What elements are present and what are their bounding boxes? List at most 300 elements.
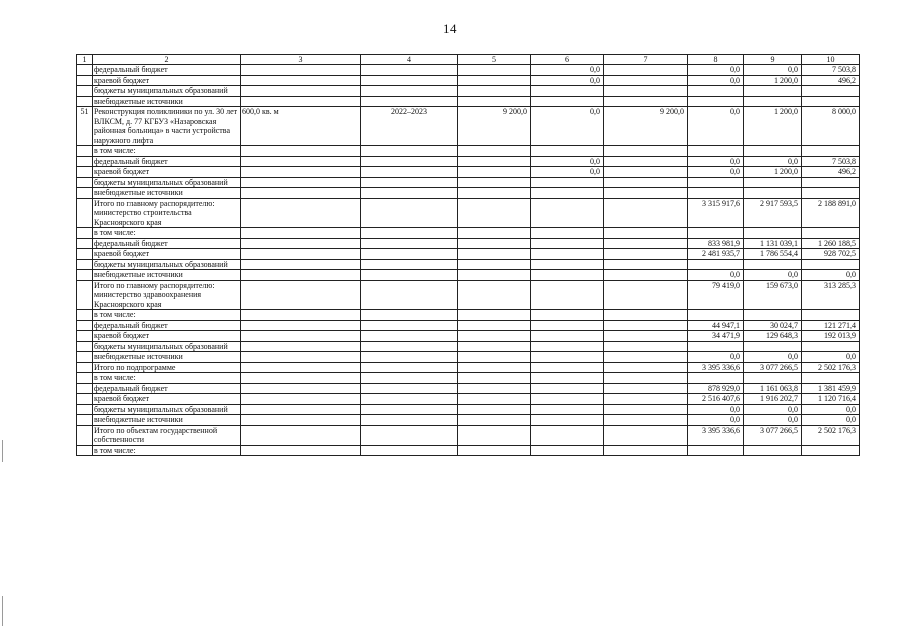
table-cell — [361, 373, 458, 384]
table-cell: 0,0 — [744, 270, 802, 281]
table-cell: 3 395 336,6 — [688, 425, 744, 445]
table-row — [77, 352, 860, 363]
table-cell: Итого по главному распорядителю: министерство строительства Красноярского края — [93, 198, 241, 228]
table-cell: внебюджетные источники — [93, 270, 241, 281]
column-header: 2 — [93, 55, 241, 65]
table-cell — [458, 65, 531, 76]
table-cell: 1 200,0 — [744, 167, 802, 178]
table-cell: 7 503,8 — [802, 65, 860, 76]
table-cell — [604, 280, 688, 310]
table-cell — [604, 238, 688, 249]
table-cell: 0,0 — [688, 75, 744, 86]
table-cell — [604, 383, 688, 394]
table-cell: в том числе: — [93, 228, 241, 239]
table-row — [77, 167, 860, 178]
table-cell — [531, 270, 604, 281]
table-row — [77, 280, 860, 310]
table-cell — [531, 362, 604, 373]
table-cell — [688, 310, 744, 321]
table-cell — [241, 445, 361, 456]
table-cell — [688, 146, 744, 157]
table-cell — [77, 156, 93, 167]
table-cell — [531, 96, 604, 107]
table-cell — [458, 188, 531, 199]
table-cell: 44 947,1 — [688, 320, 744, 331]
table-cell — [458, 177, 531, 188]
table-cell: бюджеты муниципальных образований — [93, 86, 241, 97]
table-cell: 9 200,0 — [458, 107, 531, 146]
table-cell: 0,0 — [744, 65, 802, 76]
table-cell — [458, 259, 531, 270]
column-header: 4 — [361, 55, 458, 65]
table-cell — [361, 86, 458, 97]
table-cell: 1 381 459,9 — [802, 383, 860, 394]
table-cell — [458, 404, 531, 415]
table-row — [77, 320, 860, 331]
table-cell — [531, 310, 604, 321]
table-cell — [802, 86, 860, 97]
table-cell — [531, 86, 604, 97]
table-row — [77, 86, 860, 97]
table-cell — [241, 259, 361, 270]
table-cell: Итого по объектам государственной собственности — [93, 425, 241, 445]
table-cell — [744, 341, 802, 352]
table-cell: 0,0 — [688, 270, 744, 281]
column-header: 1 — [77, 55, 93, 65]
table-cell — [361, 75, 458, 86]
table-row — [77, 331, 860, 342]
table-cell: 2 516 407,6 — [688, 394, 744, 405]
table-cell: краевой бюджет — [93, 331, 241, 342]
table-cell — [458, 156, 531, 167]
table-row — [77, 107, 860, 146]
table-cell: 0,0 — [688, 404, 744, 415]
table-cell — [241, 341, 361, 352]
table-cell: 1 200,0 — [744, 107, 802, 146]
table-cell — [361, 156, 458, 167]
table-cell — [531, 198, 604, 228]
table-cell — [77, 188, 93, 199]
budget-table — [76, 54, 860, 456]
table-cell — [458, 331, 531, 342]
table-cell: 2 502 176,3 — [802, 425, 860, 445]
table-row — [77, 75, 860, 86]
table-row — [77, 362, 860, 373]
table-cell: 0,0 — [744, 404, 802, 415]
table-cell — [744, 310, 802, 321]
table-row — [77, 228, 860, 239]
table-cell: 3 077 266,5 — [744, 425, 802, 445]
table-cell — [241, 383, 361, 394]
table-cell: 0,0 — [744, 352, 802, 363]
table-cell — [802, 445, 860, 456]
table-cell — [458, 352, 531, 363]
table-cell — [77, 445, 93, 456]
table-cell — [361, 383, 458, 394]
table-cell — [241, 65, 361, 76]
table-cell: 0,0 — [802, 415, 860, 426]
table-cell — [77, 167, 93, 178]
table-cell — [531, 177, 604, 188]
table-cell — [361, 352, 458, 363]
table-cell — [77, 383, 93, 394]
table-cell — [241, 415, 361, 426]
table-cell — [361, 188, 458, 199]
table-cell — [361, 146, 458, 157]
table-cell — [241, 238, 361, 249]
table-cell — [458, 249, 531, 260]
table-cell: бюджеты муниципальных образований — [93, 404, 241, 415]
table-cell: 2 502 176,3 — [802, 362, 860, 373]
table-row — [77, 383, 860, 394]
column-header: 5 — [458, 55, 531, 65]
table-cell — [361, 198, 458, 228]
table-cell: в том числе: — [93, 146, 241, 157]
table-cell — [531, 146, 604, 157]
table-cell — [361, 167, 458, 178]
table-cell — [77, 270, 93, 281]
scan-edge-mark — [2, 596, 3, 626]
table-cell — [77, 65, 93, 76]
table-cell — [241, 310, 361, 321]
table-cell — [361, 259, 458, 270]
table-cell — [458, 146, 531, 157]
table-cell — [688, 188, 744, 199]
table-cell — [458, 394, 531, 405]
table-cell — [531, 352, 604, 363]
table-cell — [241, 320, 361, 331]
table-cell — [458, 198, 531, 228]
column-header: 8 — [688, 55, 744, 65]
table-cell — [604, 415, 688, 426]
scan-edge-mark — [2, 440, 3, 462]
table-cell: 30 024,7 — [744, 320, 802, 331]
table-cell — [77, 331, 93, 342]
table-cell — [531, 445, 604, 456]
table-cell: 0,0 — [802, 352, 860, 363]
table-cell — [604, 96, 688, 107]
column-header: 9 — [744, 55, 802, 65]
table-cell: 833 981,9 — [688, 238, 744, 249]
table-row — [77, 341, 860, 352]
table-cell — [531, 280, 604, 310]
table-row — [77, 404, 860, 415]
table-cell — [604, 394, 688, 405]
table-cell: 0,0 — [531, 156, 604, 167]
table-cell — [604, 352, 688, 363]
table-cell — [802, 228, 860, 239]
table-cell — [604, 228, 688, 239]
table-cell — [531, 249, 604, 260]
table-cell — [361, 177, 458, 188]
table-cell — [604, 362, 688, 373]
table-row — [77, 310, 860, 321]
table-cell — [361, 362, 458, 373]
table-cell — [531, 259, 604, 270]
table-cell — [688, 341, 744, 352]
table-cell — [604, 259, 688, 270]
table-cell — [604, 75, 688, 86]
table-cell — [604, 146, 688, 157]
table-cell: федеральный бюджет — [93, 238, 241, 249]
table-cell — [77, 96, 93, 107]
table-cell: 0,0 — [531, 167, 604, 178]
table-row — [77, 146, 860, 157]
table-cell — [77, 404, 93, 415]
table-cell — [604, 65, 688, 76]
table-row — [77, 394, 860, 405]
table-cell — [458, 75, 531, 86]
table-cell — [531, 404, 604, 415]
table-cell — [77, 228, 93, 239]
table-cell: 600,0 кв. м — [241, 107, 361, 146]
table-cell — [77, 320, 93, 331]
table-cell — [241, 352, 361, 363]
table-cell: 878 929,0 — [688, 383, 744, 394]
table-cell — [458, 425, 531, 445]
table-cell — [361, 270, 458, 281]
table-cell — [241, 394, 361, 405]
table-cell — [361, 331, 458, 342]
table-cell: 1 131 039,1 — [744, 238, 802, 249]
table-cell — [604, 310, 688, 321]
table-cell — [531, 415, 604, 426]
table-cell: 3 077 266,5 — [744, 362, 802, 373]
table-cell — [241, 362, 361, 373]
table-cell — [802, 177, 860, 188]
table-cell: краевой бюджет — [93, 75, 241, 86]
table-cell — [531, 394, 604, 405]
table-cell — [361, 445, 458, 456]
table-cell — [744, 228, 802, 239]
table-cell: 121 271,4 — [802, 320, 860, 331]
table-cell — [458, 341, 531, 352]
table-cell: 192 013,9 — [802, 331, 860, 342]
table-cell — [77, 177, 93, 188]
table-cell — [241, 331, 361, 342]
table-cell: 0,0 — [688, 167, 744, 178]
table-cell — [361, 320, 458, 331]
table-cell — [361, 249, 458, 260]
table-cell — [361, 394, 458, 405]
table-cell — [361, 425, 458, 445]
table-row — [77, 238, 860, 249]
table-row — [77, 445, 860, 456]
table-cell — [604, 270, 688, 281]
table-cell — [688, 86, 744, 97]
table-cell: 313 285,3 — [802, 280, 860, 310]
table-cell — [744, 96, 802, 107]
table-cell — [241, 228, 361, 239]
table-cell — [77, 310, 93, 321]
table-cell — [77, 75, 93, 86]
table-cell — [241, 167, 361, 178]
table-cell: Итого по подпрограмме — [93, 362, 241, 373]
table-row — [77, 249, 860, 260]
table-cell — [744, 146, 802, 157]
table-cell — [802, 259, 860, 270]
table-cell: 2 188 891,0 — [802, 198, 860, 228]
table-cell — [241, 177, 361, 188]
table-cell — [77, 280, 93, 310]
table-cell — [458, 383, 531, 394]
table-row — [77, 96, 860, 107]
table-cell — [77, 198, 93, 228]
table-cell: краевой бюджет — [93, 394, 241, 405]
table-cell — [458, 373, 531, 384]
table-cell — [604, 177, 688, 188]
table-cell: 0,0 — [744, 415, 802, 426]
table-cell — [241, 404, 361, 415]
table-cell: внебюджетные источники — [93, 188, 241, 199]
table-cell — [802, 373, 860, 384]
table-cell — [458, 238, 531, 249]
table-cell — [604, 198, 688, 228]
table-cell: 8 000,0 — [802, 107, 860, 146]
table-cell — [361, 65, 458, 76]
table-row — [77, 425, 860, 445]
table-row — [77, 373, 860, 384]
table-cell — [458, 445, 531, 456]
table-cell: федеральный бюджет — [93, 156, 241, 167]
table-cell: 0,0 — [802, 270, 860, 281]
table-cell — [802, 146, 860, 157]
table-cell — [604, 404, 688, 415]
table-cell — [458, 280, 531, 310]
table-cell: 0,0 — [531, 75, 604, 86]
table-cell — [802, 188, 860, 199]
table-cell: 0,0 — [744, 156, 802, 167]
table-cell: 7 503,8 — [802, 156, 860, 167]
table-cell — [802, 96, 860, 107]
page-number: 14 — [443, 21, 457, 36]
table-cell — [241, 249, 361, 260]
table-cell — [361, 238, 458, 249]
table-cell: 1 916 202,7 — [744, 394, 802, 405]
table-cell — [77, 86, 93, 97]
table-cell — [241, 425, 361, 445]
table-cell: бюджеты муниципальных образований — [93, 177, 241, 188]
table-cell: 0,0 — [688, 415, 744, 426]
table-cell — [604, 156, 688, 167]
table-cell — [361, 228, 458, 239]
table-cell — [241, 270, 361, 281]
table-row — [77, 65, 860, 76]
table-cell: 159 673,0 — [744, 280, 802, 310]
table-cell: бюджеты муниципальных образований — [93, 259, 241, 270]
table-cell — [77, 373, 93, 384]
table-cell: в том числе: — [93, 445, 241, 456]
table-cell — [802, 310, 860, 321]
table-cell — [77, 362, 93, 373]
table-cell — [458, 167, 531, 178]
table-cell: 2 917 593,5 — [744, 198, 802, 228]
table-cell: внебюджетные источники — [93, 96, 241, 107]
table-cell: 0,0 — [531, 107, 604, 146]
table-cell — [458, 415, 531, 426]
table-cell: 496,2 — [802, 75, 860, 86]
table-cell — [77, 394, 93, 405]
table-cell — [688, 177, 744, 188]
table-cell: внебюджетные источники — [93, 352, 241, 363]
table-cell — [604, 341, 688, 352]
table-cell: 1 786 554,4 — [744, 249, 802, 260]
table-cell — [531, 341, 604, 352]
table-cell — [241, 373, 361, 384]
table-cell: в том числе: — [93, 373, 241, 384]
table-cell — [241, 156, 361, 167]
table-cell: Итого по главному распорядителю: министерство здравоохранения Красноярского края — [93, 280, 241, 310]
table-cell: федеральный бюджет — [93, 65, 241, 76]
table-cell — [77, 249, 93, 260]
table-cell: 928 702,5 — [802, 249, 860, 260]
table-cell — [604, 445, 688, 456]
table-cell: 3 315 917,6 — [688, 198, 744, 228]
table-cell — [458, 310, 531, 321]
table-cell — [241, 146, 361, 157]
table-cell — [458, 96, 531, 107]
table-cell — [802, 341, 860, 352]
table-row — [77, 270, 860, 281]
table-cell — [688, 259, 744, 270]
table-cell: 2 481 935,7 — [688, 249, 744, 260]
table-cell — [241, 86, 361, 97]
table-cell — [688, 96, 744, 107]
table-cell: 79 419,0 — [688, 280, 744, 310]
table-cell — [241, 280, 361, 310]
table-cell — [77, 415, 93, 426]
table-row — [77, 177, 860, 188]
table-cell — [531, 383, 604, 394]
table-cell: 1 120 716,4 — [802, 394, 860, 405]
table-cell — [604, 320, 688, 331]
table-row — [77, 259, 860, 270]
table-cell — [458, 362, 531, 373]
table-cell — [604, 249, 688, 260]
table-cell: 1 260 188,5 — [802, 238, 860, 249]
table-cell: 0,0 — [688, 107, 744, 146]
table-cell: 3 395 336,6 — [688, 362, 744, 373]
table-cell — [241, 198, 361, 228]
column-header: 6 — [531, 55, 604, 65]
table-cell: 0,0 — [688, 65, 744, 76]
table-cell — [744, 188, 802, 199]
table-cell — [744, 86, 802, 97]
table-cell — [531, 228, 604, 239]
table-cell — [241, 75, 361, 86]
table-cell — [604, 425, 688, 445]
table-cell — [77, 341, 93, 352]
table-cell — [361, 404, 458, 415]
table-cell — [361, 341, 458, 352]
table-cell: 1 161 063,8 — [744, 383, 802, 394]
table-cell: 2022–2023 — [361, 107, 458, 146]
table-cell: 9 200,0 — [604, 107, 688, 146]
table-cell: 129 648,3 — [744, 331, 802, 342]
column-header: 3 — [241, 55, 361, 65]
table-cell — [361, 280, 458, 310]
table-cell — [77, 146, 93, 157]
table-cell — [458, 320, 531, 331]
table-cell: внебюджетные источники — [93, 415, 241, 426]
table-cell — [361, 96, 458, 107]
table-cell — [361, 310, 458, 321]
table-cell — [744, 259, 802, 270]
table-cell: федеральный бюджет — [93, 320, 241, 331]
table-cell — [458, 86, 531, 97]
table-cell — [604, 167, 688, 178]
table-cell — [688, 228, 744, 239]
